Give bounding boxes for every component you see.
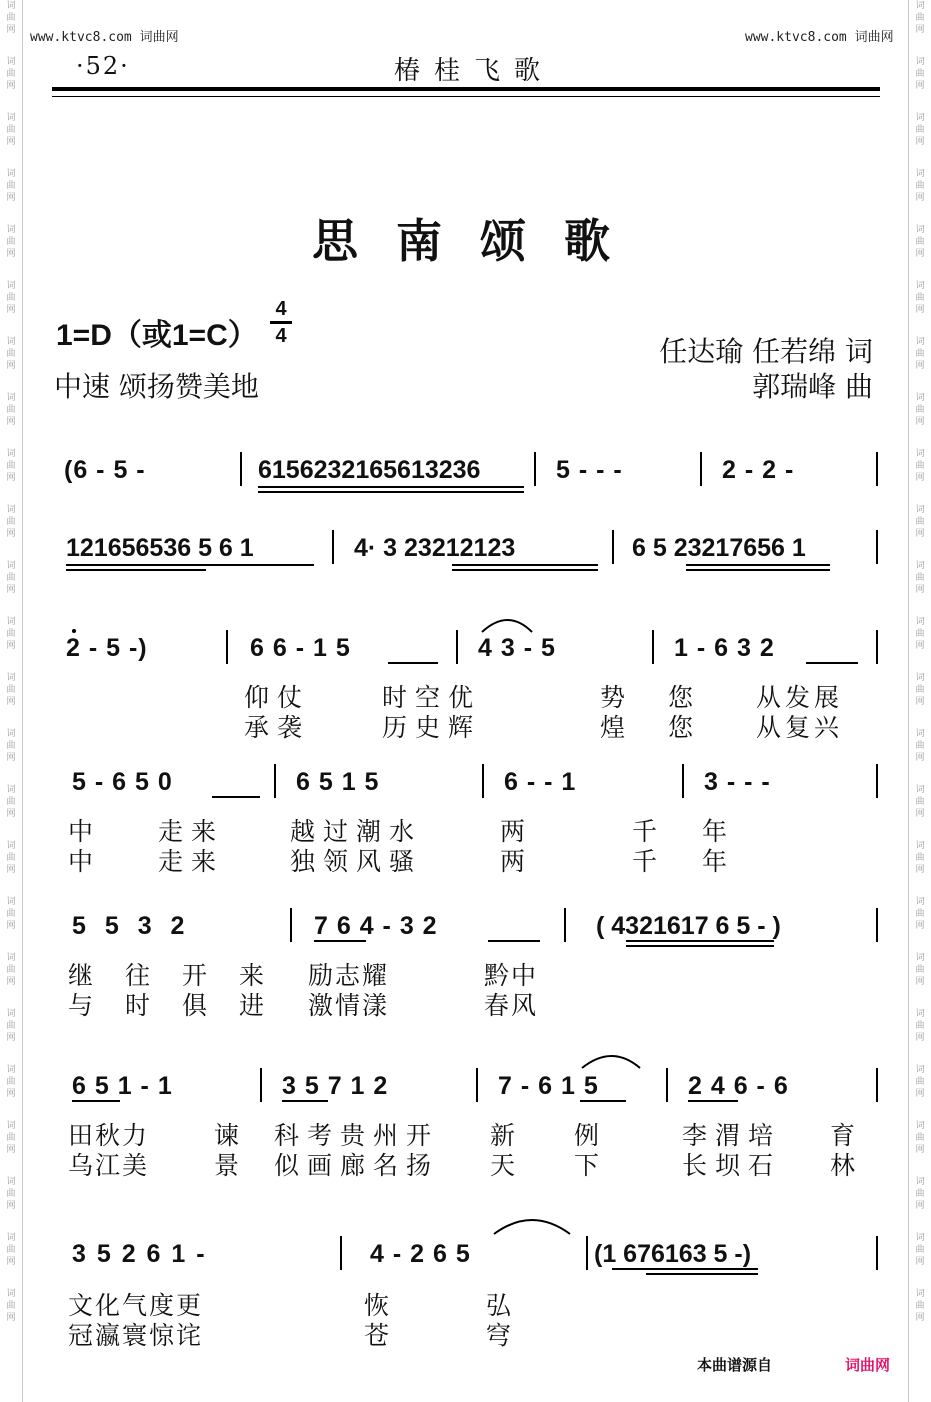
site-url-right[interactable]: www.ktvc8.com 词曲网 [745,30,894,45]
lyric-verse2: 中 [68,847,94,876]
watermark-glyph: 网 [915,697,925,707]
measure-notes: 2 - 2 - [722,456,795,484]
watermark-glyph: 网 [915,193,925,203]
watermark-glyph: 词 [915,1065,925,1075]
watermark-glyph: 词 [6,57,16,67]
lyricist-credit: 任达瑜 任若绵 词 [659,335,873,368]
watermark-glyph: 曲 [915,685,925,695]
lyric-verse1: 新 [490,1121,516,1150]
watermark-glyph: 词 [915,897,925,907]
measure-notes: 6 5 1 - 1 [72,1072,173,1100]
watermark-glyph: 曲 [6,629,16,639]
lyric-verse1: 中 [68,817,94,846]
lyric-verse1: 势 [600,683,626,712]
watermark-glyph: 网 [6,529,16,539]
watermark-glyph: 词 [6,785,16,795]
lyric-verse1: 科考贵州开 [274,1121,440,1150]
watermark-glyph: 曲 [915,461,925,471]
watermark-glyph: 词 [6,1065,16,1075]
watermark-glyph: 词 [915,57,925,67]
watermark-glyph: 词 [6,393,16,403]
lyric-verse2: 年 [702,847,728,876]
watermark-glyph: 词 [915,561,925,571]
watermark-glyph: 词 [915,1,925,11]
watermark-glyph: 词 [915,785,925,795]
watermark-glyph: 网 [915,81,925,91]
lyric-verse1: 恢 [364,1291,390,1320]
lyric-verse1: 田秋力 [68,1121,150,1150]
measure-notes: 3 - - - [704,768,771,796]
watermark-glyph: 词 [6,673,16,683]
measure-notes: 2 4 6 - 6 [688,1072,789,1100]
watermark-glyph: 曲 [6,237,16,247]
watermark-glyph: 网 [915,809,925,819]
watermark-glyph: 曲 [6,965,16,975]
lyric-verse1: 走来 [158,817,225,846]
lyric-verse1: 例 [574,1121,600,1150]
watermark-glyph: 网 [6,641,16,651]
watermark-glyph: 网 [6,809,16,819]
watermark-glyph: 曲 [915,965,925,975]
watermark-glyph: 网 [6,1145,16,1155]
lyric-verse1: 从发展 [756,683,844,712]
watermark-glyph: 词 [915,729,925,739]
watermark-glyph: 曲 [915,909,925,919]
watermark-glyph: 网 [915,417,925,427]
measure-notes: 4· 3 23212123 [354,534,516,562]
watermark-glyph: 网 [6,81,16,91]
lyric-verse2: 历史辉 [382,713,482,742]
watermark-glyph: 网 [6,417,16,427]
lyric-verse1: 文化气度更 [68,1291,204,1320]
watermark-glyph: 词 [915,505,925,515]
watermark-glyph: 曲 [6,13,16,23]
watermark-glyph: 曲 [6,1189,16,1199]
measure-notes: ( 4321617 6 5 - ) [596,912,781,940]
watermark-glyph: 曲 [6,181,16,191]
lyric-verse1: 越过潮水 [290,817,423,846]
watermark-glyph: 曲 [915,1301,925,1311]
source-label: 本曲谱源自 [697,1356,773,1374]
watermark-glyph: 网 [6,249,16,259]
lyric-verse2: 穹 [486,1321,512,1350]
watermark-glyph: 词 [915,1233,925,1243]
lyric-verse1: 育 [830,1121,856,1150]
song-title: 思南颂歌 [312,214,648,268]
watermark-glyph: 词 [6,1177,16,1187]
watermark-glyph: 词 [6,953,16,963]
watermark-glyph: 曲 [6,685,16,695]
watermark-glyph: 网 [915,1033,925,1043]
watermark-glyph: 词 [915,393,925,403]
watermark-glyph: 词 [915,281,925,291]
watermark-glyph: 网 [915,529,925,539]
watermark-glyph: 网 [6,865,16,875]
watermark-glyph: 网 [915,585,925,595]
watermark-glyph: 网 [6,305,16,315]
measure-notes: 6 5 23217656 1 [632,534,806,562]
watermark-glyph: 网 [6,977,16,987]
watermark-glyph: 曲 [6,909,16,919]
watermark-glyph: 曲 [915,1133,925,1143]
lyric-verse2: 乌江美 [68,1151,150,1180]
lyric-verse2: 两 [500,847,526,876]
watermark-glyph: 网 [6,193,16,203]
watermark-glyph: 词 [6,1121,16,1131]
watermark-glyph: 网 [6,361,16,371]
watermark-glyph: 词 [915,225,925,235]
watermark-glyph: 网 [6,921,16,931]
watermark-glyph: 网 [915,865,925,875]
lyric-verse1: 两 [500,817,526,846]
watermark-glyph: 网 [6,473,16,483]
lyric-verse2: 独领风骚 [290,847,423,876]
watermark-glyph: 曲 [915,181,925,191]
lyric-verse1: 时空优 [382,683,482,712]
watermark-glyph: 曲 [915,293,925,303]
watermark-glyph: 网 [915,977,925,987]
watermark-glyph: 曲 [915,1021,925,1031]
time-signature-top: 4 [275,298,287,320]
watermark-glyph: 曲 [6,1301,16,1311]
measure-notes: 6156232165613236 [258,456,481,484]
measure-notes: (6 - 5 - [64,456,146,484]
watermark-glyph: 网 [915,1089,925,1099]
measure-notes: 1 - 6 3 2 [674,634,775,662]
watermark-glyph: 词 [6,281,16,291]
composer-credit: 郭瑞峰 曲 [752,370,873,403]
watermark-glyph: 词 [915,673,925,683]
watermark-glyph: 曲 [6,293,16,303]
watermark-glyph: 曲 [915,853,925,863]
watermark-glyph: 词 [915,1177,925,1187]
watermark-glyph: 曲 [915,1245,925,1255]
watermark-glyph: 曲 [915,125,925,135]
watermark-glyph: 曲 [6,853,16,863]
watermark-glyph: 曲 [915,237,925,247]
watermark-glyph: 曲 [6,1021,16,1031]
book-title: 椿桂飞歌 [394,56,555,86]
lyric-verse2: 下 [574,1151,600,1180]
watermark-glyph: 词 [6,1009,16,1019]
watermark-glyph: 曲 [915,405,925,415]
lyric-verse2: 林 [830,1151,856,1180]
watermark-glyph: 词 [915,617,925,627]
lyric-verse2: 您 [668,713,694,742]
watermark-glyph: 词 [6,449,16,459]
key-signature: 1=D（或1=C） [56,319,258,352]
watermark-glyph: 曲 [6,69,16,79]
lyric-verse1: 黔中 [484,961,539,990]
lyric-verse2: 似画廊名扬 [274,1151,440,1180]
lyric-verse2: 苍 [364,1321,390,1350]
watermark-glyph: 网 [6,1201,16,1211]
watermark-glyph: 曲 [915,1189,925,1199]
watermark-glyph: 网 [915,473,925,483]
watermark-glyph: 网 [915,1201,925,1211]
watermark-glyph: 词 [6,1,16,11]
watermark-glyph: 曲 [915,13,925,23]
lyric-verse1: 励志耀 [308,961,390,990]
lyric-verse1: 您 [668,683,694,712]
measure-notes: 5 - - - [556,456,623,484]
watermark-glyph: 词 [915,449,925,459]
lyric-verse2: 千 [632,847,658,876]
watermark-glyph: 网 [915,753,925,763]
watermark-glyph: 词 [915,169,925,179]
watermark-glyph: 词 [6,729,16,739]
watermark-glyph: 网 [915,641,925,651]
watermark-glyph: 网 [915,1145,925,1155]
lyric-verse2: 从复兴 [756,713,844,742]
slur-arc [482,620,532,632]
lyric-verse2: 承袭 [244,713,311,742]
measure-notes: 5 5 3 2 [72,912,191,940]
lyric-verse2: 春风 [484,991,539,1020]
page-number: ·52· [76,52,130,80]
watermark-glyph: 词 [915,953,925,963]
watermark-glyph: 曲 [6,1245,16,1255]
watermark-glyph: 曲 [915,573,925,583]
measure-notes: 7 - 6 1 5 [498,1072,599,1100]
watermark-glyph: 词 [6,337,16,347]
source-brand-link[interactable]: 词曲网 [845,1356,891,1374]
watermark-glyph: 网 [6,585,16,595]
watermark-glyph: 词 [6,169,16,179]
watermark-glyph: 曲 [6,349,16,359]
lyric-verse2: 煌 [600,713,626,742]
watermark-glyph: 曲 [915,797,925,807]
lyric-verse1: 继往开来 [68,961,297,990]
measure-notes: 6 6 - 1 5 [250,634,351,662]
lyric-verse1: 千 [632,817,658,846]
watermark-glyph: 网 [915,361,925,371]
tempo-marking: 中速 颂扬赞美地 [54,370,259,403]
watermark-glyph: 词 [915,113,925,123]
measure-notes: 7 6 4 - 3 2 [314,912,438,940]
watermark-glyph: 曲 [915,349,925,359]
measure-notes: (1 676163 5 -) [594,1240,752,1268]
watermark-glyph: 曲 [6,741,16,751]
measure-notes: 2 - 5 -) [66,634,148,662]
lyric-verse2: 冠瀛寰惊诧 [68,1321,204,1350]
watermark-glyph: 曲 [6,125,16,135]
watermark-glyph: 词 [6,897,16,907]
watermark-glyph: 网 [6,25,16,35]
lyric-verse2: 天 [490,1151,516,1180]
measure-notes: 3 5 2 6 1 - [72,1240,207,1268]
watermark-glyph: 词 [6,225,16,235]
measure-notes: 6 5 1 5 [296,768,380,796]
watermark-glyph: 曲 [6,1133,16,1143]
watermark-glyph: 曲 [6,797,16,807]
measure-notes: 121656536 5 6 1 [66,534,254,562]
measure-notes: 6 - - 1 [504,768,577,796]
watermark-glyph: 网 [6,1089,16,1099]
watermark-glyph: 曲 [915,629,925,639]
watermark-glyph: 词 [915,1121,925,1131]
watermark-glyph: 曲 [6,517,16,527]
watermark-glyph: 网 [915,305,925,315]
watermark-glyph: 曲 [915,69,925,79]
watermark-glyph: 曲 [6,405,16,415]
watermark-glyph: 词 [915,337,925,347]
watermark-glyph: 词 [6,561,16,571]
slur-arc [582,1056,640,1068]
lyric-verse1: 弘 [486,1291,512,1320]
watermark-glyph: 词 [6,617,16,627]
watermark-glyph: 网 [6,1033,16,1043]
watermark-glyph: 网 [6,697,16,707]
watermark-glyph: 曲 [6,573,16,583]
measure-notes: 3 5 7 1 2 [282,1072,389,1100]
measure-notes: 4 - 2 6 5 [370,1240,471,1268]
watermark-glyph: 词 [915,1289,925,1299]
watermark-glyph: 曲 [915,1077,925,1087]
slur-arc [494,1220,570,1234]
watermark-glyph: 词 [6,841,16,851]
watermark-glyph: 曲 [915,517,925,527]
lyric-verse2: 与时俱进 [68,991,297,1020]
time-signature-bottom: 4 [275,325,287,347]
watermark-glyph: 网 [6,753,16,763]
watermark-glyph: 曲 [6,461,16,471]
watermark-glyph: 词 [6,505,16,515]
watermark-glyph: 网 [6,1257,16,1267]
measure-notes: 5 - 6 5 0 [72,768,173,796]
lyric-verse1: 年 [702,817,728,846]
lyric-verse2: 长坝石 [682,1151,782,1180]
lyric-verse1: 李渭培 [682,1121,782,1150]
measure-notes: 4 3 - 5 [478,634,556,662]
watermark-glyph: 词 [6,1289,16,1299]
lyric-verse2: 激情漾 [308,991,390,1020]
watermark-glyph: 曲 [6,1077,16,1087]
watermark-glyph: 网 [915,25,925,35]
site-url-left[interactable]: www.ktvc8.com 词曲网 [30,30,179,45]
watermark-glyph: 词 [915,1009,925,1019]
watermark-glyph: 网 [915,249,925,259]
lyric-verse1: 谏 [214,1121,240,1150]
lyric-verse2: 景 [214,1151,240,1180]
lyric-verse2: 走来 [158,847,225,876]
watermark-glyph: 词 [915,841,925,851]
watermark-glyph: 网 [6,137,16,147]
watermark-glyph: 网 [915,1313,925,1323]
watermark-glyph: 网 [915,137,925,147]
watermark-glyph: 词 [6,113,16,123]
watermark-glyph: 词 [6,1233,16,1243]
watermark-glyph: 网 [6,1313,16,1323]
lyric-verse1: 仰仗 [244,683,311,712]
watermark-glyph: 曲 [915,741,925,751]
watermark-glyph: 网 [915,921,925,931]
watermark-glyph: 网 [915,1257,925,1267]
